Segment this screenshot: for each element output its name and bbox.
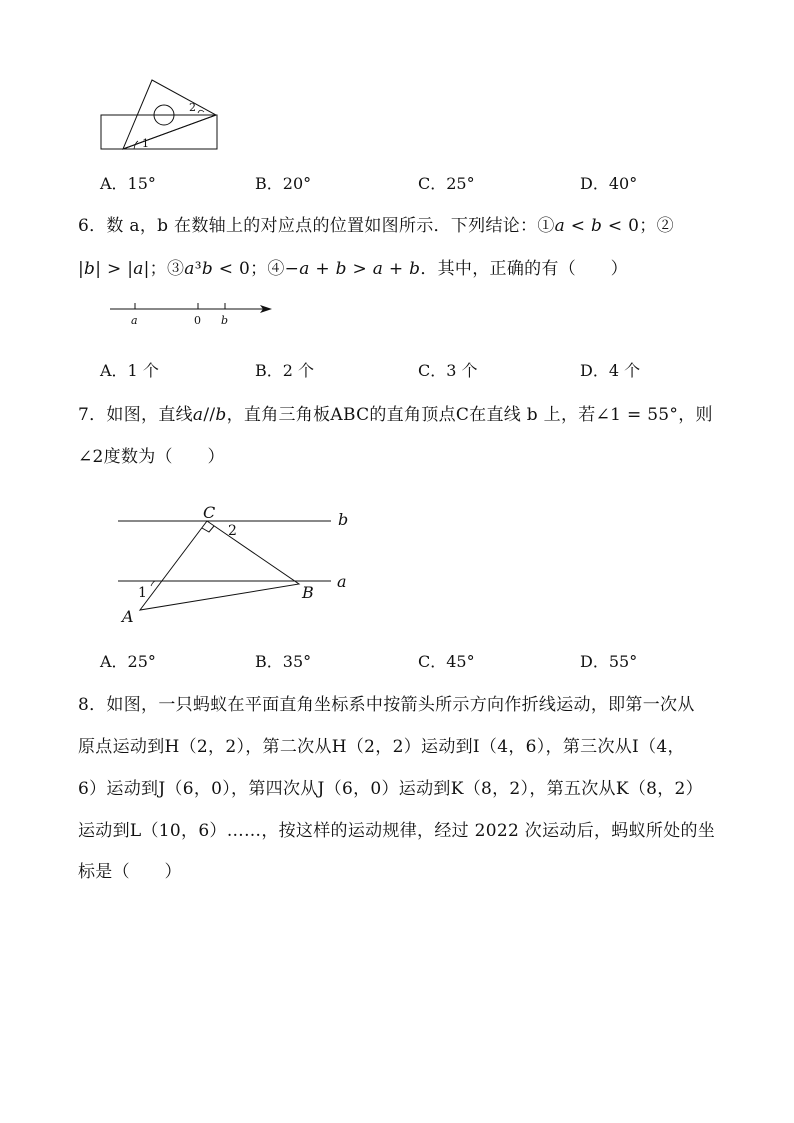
q7-option-b: B．35° bbox=[255, 652, 312, 671]
label-c: C bbox=[203, 503, 216, 522]
triangle-abc bbox=[140, 521, 299, 610]
label-a-vertex: A bbox=[122, 607, 134, 626]
q5-option-b: B．20° bbox=[255, 174, 312, 193]
q5-option-d: D．40° bbox=[580, 174, 638, 193]
q8-text-line-5: 标是（ ） bbox=[78, 862, 182, 882]
label-angle-2: 2 bbox=[228, 523, 237, 539]
q5-angle-2-arc bbox=[198, 110, 204, 113]
q6-option-a: A．1 个 bbox=[100, 361, 159, 380]
right-angle-mark bbox=[202, 526, 214, 532]
q7-option-c: C．45° bbox=[418, 652, 475, 671]
q7-option-d: D．55° bbox=[580, 652, 638, 671]
q7-text-line-2: ∠2度数为（ ） bbox=[78, 447, 225, 467]
q6-text-line-1: 6．数 a，b 在数轴上的对应点的位置如图所示．下列结论：①𝑎 < 𝑏 < 0；② bbox=[78, 216, 674, 236]
q6-option-c: C．3 个 bbox=[418, 361, 478, 380]
q8-text-line-3: 6）运动到J（6，0），第四次从J（6，0）运动到K（8，2），第五次从K（8，2） bbox=[78, 779, 703, 799]
q6-text-line-2: |𝑏| > |𝑎|；③𝑎³𝑏 < 0；④−𝑎 + 𝑏 > 𝑎 + 𝑏．其中，正确的有（ ） bbox=[78, 259, 628, 279]
label-line-a: a bbox=[337, 572, 347, 591]
q5-option-a: A．15° bbox=[100, 174, 156, 193]
q7-option-a: A．25° bbox=[100, 652, 156, 671]
angle-1-arc bbox=[151, 581, 156, 586]
ruler-rect bbox=[101, 115, 217, 149]
q7-figure bbox=[115, 500, 355, 630]
q5-figure bbox=[98, 75, 223, 155]
label-angle-1: 1 bbox=[138, 585, 147, 601]
q8-text-line-2: 原点运动到H（2，2），第二次从H（2，2）运动到I（4，6），第三次从I（4， bbox=[78, 737, 685, 757]
tick-label-b: b bbox=[221, 314, 229, 327]
q8-text-line-1: 8．如图，一只蚂蚁在平面直角坐标系中按箭头所示方向作折线运动，即第一次从 bbox=[78, 695, 695, 715]
tick-label-a: a bbox=[131, 314, 138, 327]
q5-option-c: C．25° bbox=[418, 174, 475, 193]
q5-angle-1-label: 1 bbox=[142, 137, 149, 150]
q5-angle-2-label: 2 bbox=[189, 101, 196, 114]
label-line-b: b bbox=[338, 510, 349, 529]
q7-text-line-1: 7．如图，直线𝑎//𝑏，直角三角板ABC的直角顶点C在直线 b 上，若∠1 = 55°，则 bbox=[78, 405, 713, 425]
label-b: B bbox=[302, 583, 314, 602]
triangle-edge bbox=[123, 115, 216, 149]
tick-label-0: 0 bbox=[194, 314, 201, 327]
q8-text-line-4: 运动到L（10，6）……，按这样的运动规律，经过 2022 次运动后，蚂蚁所处的坐 bbox=[78, 821, 716, 841]
q6-number-line bbox=[108, 298, 278, 328]
q6-option-b: B．2 个 bbox=[255, 361, 315, 380]
q6-option-d: D．4 个 bbox=[580, 361, 641, 380]
